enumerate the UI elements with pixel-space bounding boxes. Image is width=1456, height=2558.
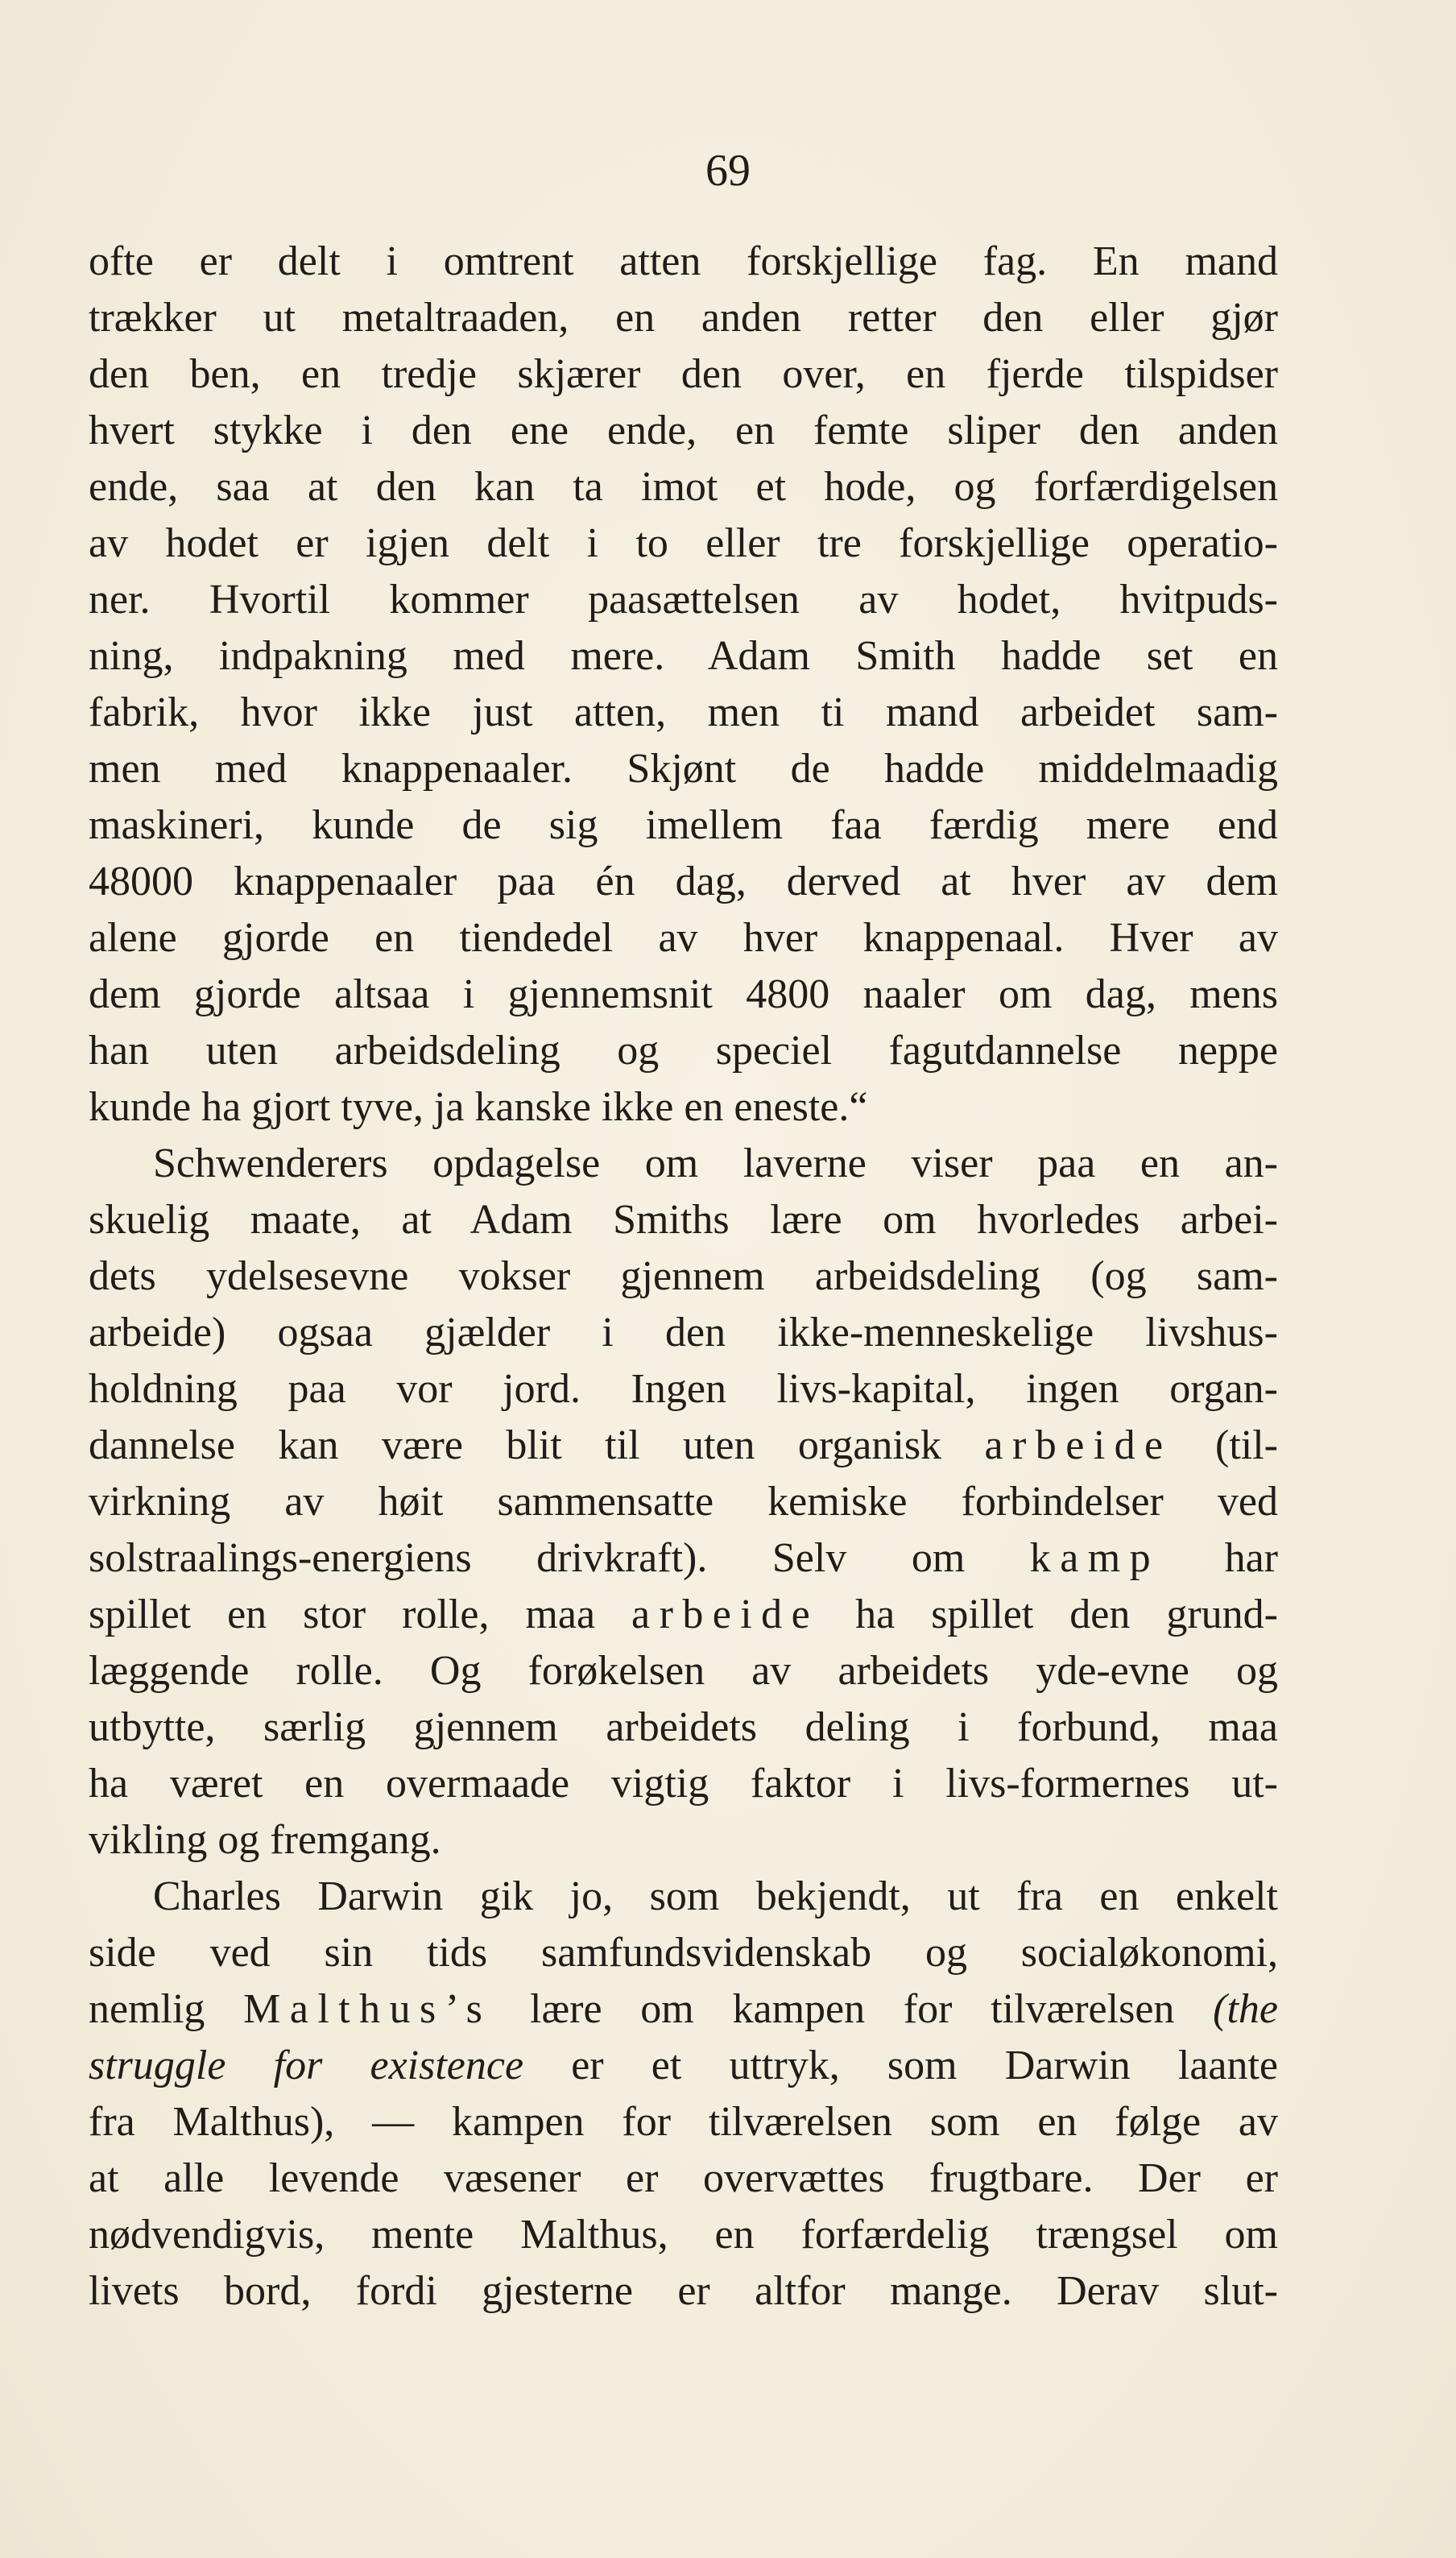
text-line: ning, indpakning med mere. Adam Smith hadde set en <box>89 633 1278 679</box>
text-line <box>89 1587 1278 1643</box>
italic-phrase: (the <box>1213 1986 1278 2032</box>
text-line: men med knappenaaler. Skjønt de hadde middelmaadig <box>89 746 1278 792</box>
text-line: han uten arbeidsdeling og speciel fagutdannelse neppe <box>89 1028 1278 1074</box>
paragraph-start-line: Charles Darwin gik jo, som bekjendt, ut fra en enkelt <box>153 1873 1278 1919</box>
text-run: spillet en stor rolle, maa <box>89 1592 632 1637</box>
text-line: skuelig maate, at Adam Smiths lære om hvorledes arbei- <box>89 1197 1278 1243</box>
text-line: ha været en overmaade vigtig faktor i livs-formernes ut- <box>89 1761 1278 1807</box>
paragraph-end-line: vikling og fremgang. <box>89 1817 441 1863</box>
text-run: er et uttryk, som Darwin laante <box>523 2043 1278 2088</box>
text-line: hvert stykke i den ene ende, en femte sliper den anden <box>89 408 1278 453</box>
text-line: holdning paa vor jord. Ingen livs-kapital, ingen organ- <box>89 1366 1278 1412</box>
text-line: livets bord, fordi gjesterne er altfor mange. Derav slut- <box>89 2268 1278 2314</box>
text-line: 48000 knappenaaler paa én dag, derved at hver av dem <box>89 859 1278 904</box>
body-text <box>89 234 1278 2320</box>
text-line <box>89 1418 1278 1474</box>
text-line: alene gjorde en tiendedel av hver knappenaal. Hver av <box>89 915 1278 961</box>
text-line <box>89 1981 1278 2038</box>
text-line: utbytte, særlig gjennem arbeidets deling i forbund, maa <box>89 1704 1278 1750</box>
text-run: ha spillet den grund- <box>819 1592 1278 1637</box>
text-line: side ved sin tids samfundsvidenskab og socialøkonomi, <box>89 1930 1278 1976</box>
text-line: den ben, en tredje skjærer den over, en fjerde tilspidser <box>89 351 1278 397</box>
text-run: nemlig <box>89 1986 244 2032</box>
text-run: solstraalings-energiens drivkraft). Selv om <box>89 1535 1030 1581</box>
text-line <box>89 1530 1278 1587</box>
text-line: dets ydelsesevne vokser gjennem arbeidsdeling (og sam- <box>89 1253 1278 1299</box>
text-line: dem gjorde altsaa i gjennemsnit 4800 naaler om dag, mens <box>89 971 1278 1017</box>
text-line: virkning av høit sammensatte kemiske forbindelser ved <box>89 1479 1278 1525</box>
text-line: arbeide) ogsaa gjælder i den ikke-menneskelige livshus- <box>89 1310 1278 1356</box>
emphasized-word: arbeide <box>984 1422 1173 1468</box>
text-run: (til- <box>1172 1422 1278 1468</box>
text-line: av hodet er igjen delt i to eller tre forskjellige operatio- <box>89 520 1278 566</box>
text-line: trækker ut metaltraaden, en anden retter den eller gjør <box>89 295 1278 341</box>
text-run: dannelse kan være blit til uten organisk <box>89 1422 985 1468</box>
text-line: ende, saa at den kan ta imot et hode, og forfærdigelsen <box>89 464 1278 510</box>
text-line: ner. Hvortil kommer paasættelsen av hodet, hvitpuds- <box>89 577 1278 623</box>
text-run: lære om kampen for tilværelsen <box>491 1986 1214 2032</box>
emphasized-word: kamp <box>1029 1535 1160 1581</box>
text-line: fabrik, hvor ikke just atten, men ti mand arbeidet sam- <box>89 689 1278 735</box>
text-line: nødvendigvis, mente Malthus, en forfærdelig trængsel om <box>89 2212 1278 2258</box>
emphasized-word: arbeide <box>631 1592 820 1637</box>
paragraph-end-line: kunde ha gjort tyve, ja kanske ikke en eneste.“ <box>89 1084 868 1130</box>
text-line: ofte er delt i omtrent atten forskjellige fag. En mand <box>89 238 1278 284</box>
text-line <box>89 2038 1278 2094</box>
paragraph-start-line: Schwenderers opdagelse om laverne viser paa en an- <box>153 1140 1278 1186</box>
text-line: læggende rolle. Og forøkelsen av arbeidets yde-evne og <box>89 1648 1278 1694</box>
text-line: at alle levende væsener er overvættes frugtbare. Der er <box>89 2155 1278 2201</box>
page-number: 69 <box>705 146 751 196</box>
italic-phrase: struggle for existence <box>89 2043 524 2088</box>
emphasized-name: Malthus’s <box>243 1986 492 2032</box>
text-line: maskineri, kunde de sig imellem faa færdig mere end <box>89 802 1278 848</box>
text-line: fra Malthus), — kampen for tilværelsen som en følge av <box>89 2099 1278 2145</box>
text-run: har <box>1160 1535 1278 1581</box>
